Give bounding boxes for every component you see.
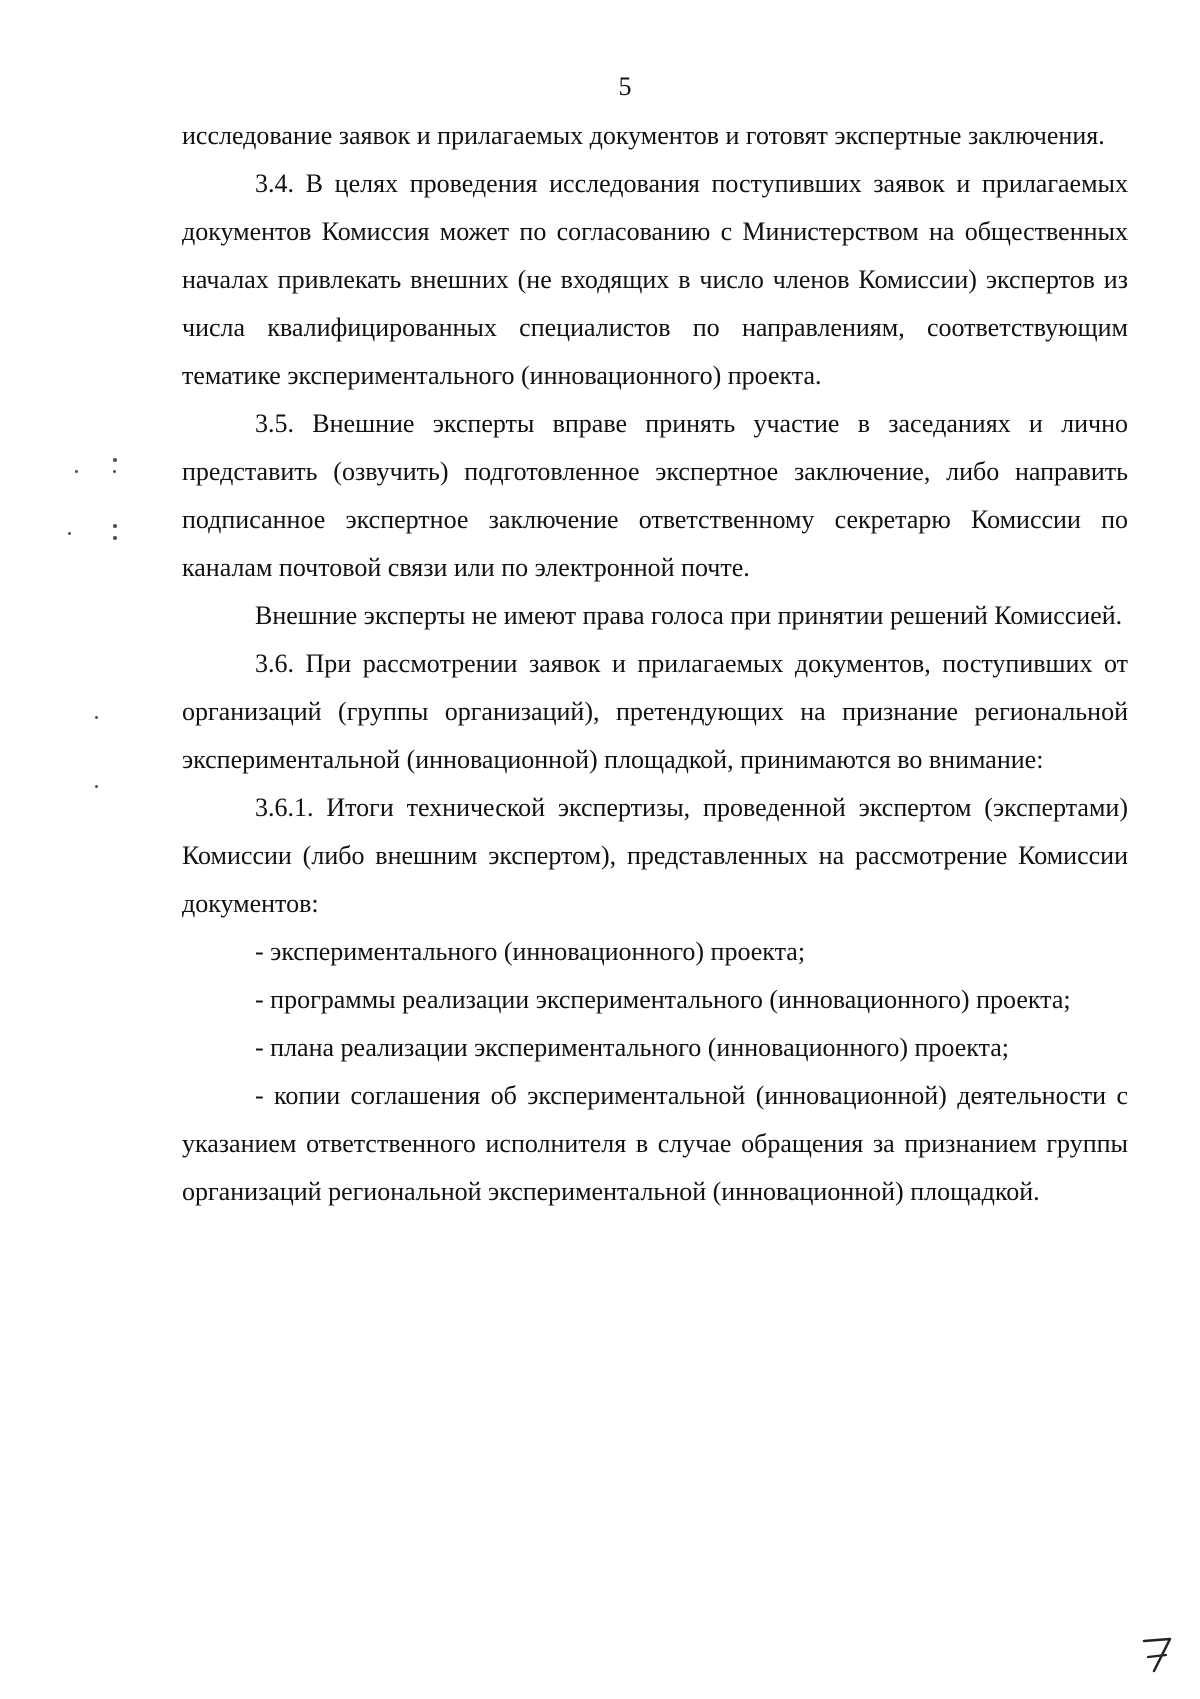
scan-speck xyxy=(95,716,98,719)
scan-speck xyxy=(113,536,117,540)
paragraph-3-6: 3.6. При рассмотрении заявок и прилагаемых документов, поступивших от организаций (группы организаций), претендующих на признание региональной экспериментальной (инновационной) площадкой, принимаются во внимание: xyxy=(182,649,1128,774)
paragraph-3-6-1: 3.6.1. Итоги технической экспертизы, проведенной экспертом (экспертами) Комиссии (либо внешним экспертом), представленных на рассмотрение Комиссии документов: xyxy=(182,793,1128,918)
body-text xyxy=(182,112,1128,1216)
list-item-plan: - плана реализации экспериментального (инновационного) проекта; xyxy=(255,1033,1009,1062)
scan-speck xyxy=(68,532,71,535)
scan-speck xyxy=(95,785,98,788)
page-number: 5 xyxy=(618,72,632,101)
paragraph-3-4: 3.4. В целях проведения исследования поступивших заявок и прилагаемых документов Комиссия может по согласованию с Министерством на общественных началах привлекать внешних (не входящих в число членов Комиссии) экспертов из числа квалифицированных специалистов по направлениям, соответствующим тематике экспериментального (инновационного) проекта. xyxy=(182,169,1128,390)
list-item-program: - программы реализации экспериментального (инновационного) проекта; xyxy=(255,985,1071,1014)
scan-speck xyxy=(113,470,116,473)
scan-speck xyxy=(113,524,117,528)
paragraph-external-experts-vote: Внешние эксперты не имеют права голоса при принятии решений Комиссией. xyxy=(255,601,1123,630)
scan-speck xyxy=(113,458,117,462)
list-item-project: - экспериментального (инновационного) проекта; xyxy=(255,937,806,966)
scan-speck xyxy=(75,470,78,473)
paragraph-3-5: 3.5. Внешние эксперты вправе принять участие в заседаниях и лично представить (озвучить) подготовленное экспертное заключение, либо направить подписанное экспертное заключение ответственному секретарю Комиссии по каналам почтовой связи или по электронной почте. xyxy=(182,409,1128,582)
paragraph-continuation: исследование заявок и прилагаемых документов и готовят экспертные заключения. xyxy=(182,121,1105,150)
list-item-agreement-copy: - копии соглашения об экспериментальной (инновационной) деятельности с указанием ответственного исполнителя в случае обращения за признанием группы организаций региональной экспериментальной (инновационной) площадкой. xyxy=(182,1081,1128,1206)
handwritten-page-mark xyxy=(1140,1635,1174,1675)
